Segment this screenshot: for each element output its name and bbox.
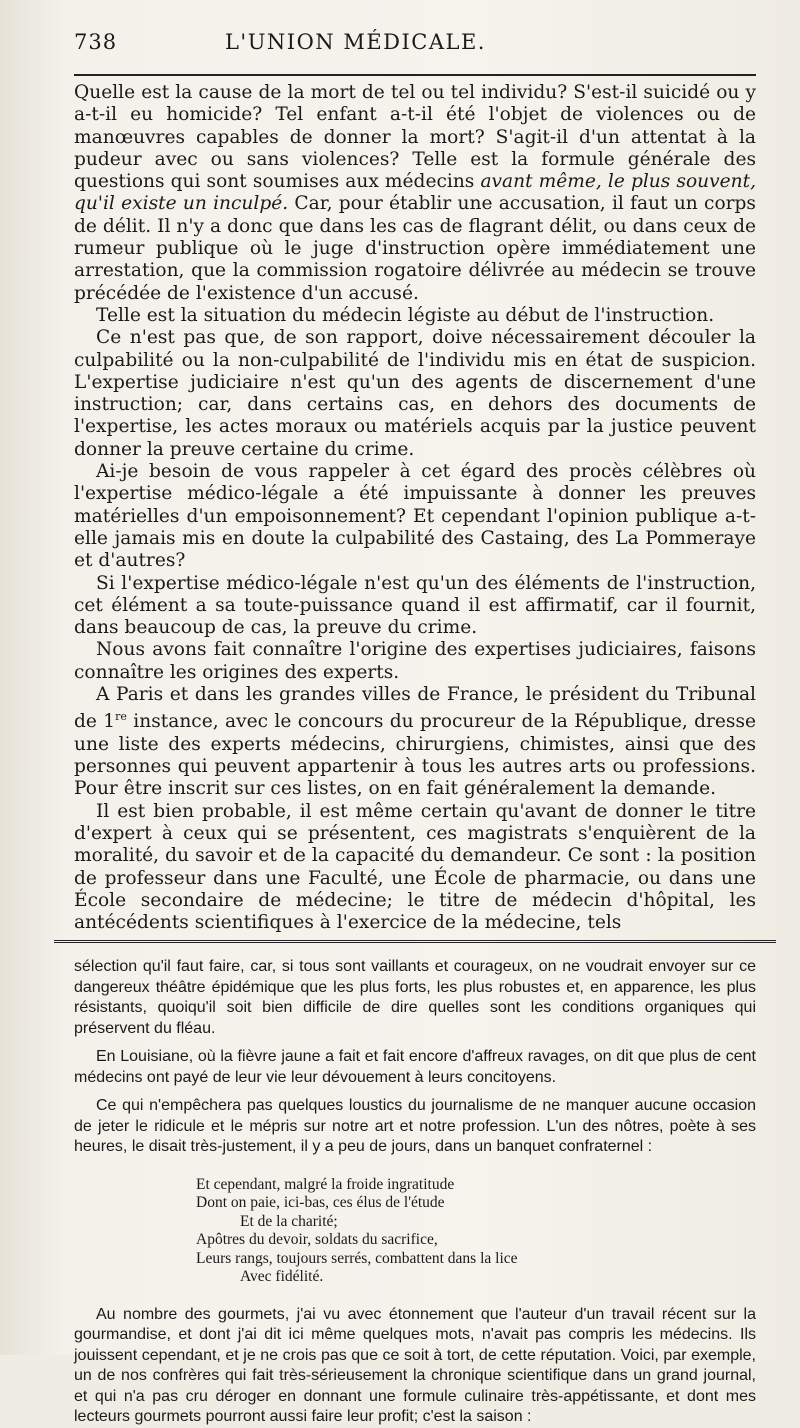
paragraph-text: A Paris et dans les grandes villes de France, le président du Tribunal de 1 <box>74 684 756 733</box>
paragraph-text: Quelle est la cause de la mort de tel ou tel individu? S'est-il suicidé ou y a-t-il eu homicide? Tel enfant a-t-il été l'objet de violences ou de manœuvres capables de donner la mort? S'agit-il d'un attentat à la pudeur avec ou sans violences? Telle est la formule générale des questions qui sont soumises aux médecins <box>74 82 756 193</box>
page-number: 738 <box>74 30 118 54</box>
poem-line: Apôtres du devoir, soldats du sacrifice, <box>196 1231 438 1249</box>
note-paragraph: En Louisiane, où la fièvre jaune a fait et fait encore d'affreux ravages, on dit que plus de cent médecins ont payé de leur vie leur dévouement à leurs concitoyens. <box>74 1048 756 1086</box>
paragraph: Ce n'est pas que, de son rapport, doive nécessairement découler la culpabilité ou la non-culpabilité de l'individu mis en état de suspicion. L'expertise judiciaire n'est qu'un des agents de discernement d'une instruction; car, dans certains cas, en dehors des documents de l'expertise, les actes moraux ou matériels acquis par la justice peuvent donner la preuve certaine du crime. <box>74 327 756 460</box>
paragraph <box>74 684 756 801</box>
poem-line: Et cependant, malgré la froide ingratitude <box>196 1175 455 1193</box>
paragraph: Telle est la situation du médecin légiste au début de l'instruction. <box>96 304 715 326</box>
poem-line: Dont on paie, ici-bas, ces élus de l'étude <box>196 1194 445 1212</box>
paragraph: Nous avons fait connaître l'origine des expertises judiciaires, faisons connaître les origines des experts. <box>74 639 756 683</box>
paragraph: Ai-je besoin de vous rappeler à cet égard des procès célèbres où l'expertise médico-légale a été impuissante à donner les preuves matérielles d'un empoisonnement? Et cependant l'opinion publique a-t-elle jamais mis en doute la culpabilité des Castaing, des La Pommeraye et d'autres? <box>74 461 756 572</box>
paragraph <box>74 82 756 305</box>
note-paragraph: sélection qu'il faut faire, car, si tous sont vaillants et courageux, on ne voudrait envoyer sur ce dangereux théâtre épidémique que les plus forts, les plus robustes et, en apparence, les plus résistants, quoiqu'il soit bien difficile de dire quelles sont les conditions organiques qui préservent du fléau. <box>74 958 756 1037</box>
superscript: re <box>115 710 127 724</box>
poem-line: Et de la charité; <box>240 1212 338 1230</box>
page-header <box>74 30 756 66</box>
section-separator <box>54 940 776 943</box>
poem-line: Avec fidélité. <box>240 1268 324 1286</box>
paragraph: Si l'expertise médico-légale n'est qu'un des éléments de l'instruction, cet élément a sa toute-puissance quand il est affirmatif, car il fournit, dans beaucoup de cas, la preuve du crime. <box>74 572 756 639</box>
note-paragraph: Ce qui n'empêchera pas quelques loustics du journalisme de ne manquer aucune occasion de jeter le ridicule et le mépris sur notre art et notre profession. L'un des nôtres, poète à ses heures, le disait très-justement, il y a peu de jours, dans un banquet confraternel : <box>74 1097 756 1156</box>
header-rule <box>74 74 756 76</box>
poem-line: Leurs rangs, toujours serrés, combattent dans la lice <box>196 1249 518 1267</box>
journal-title: L'UNION MÉDICALE. <box>224 30 486 54</box>
paragraph: Il est bien probable, il est même certain qu'avant de donner le titre d'expert à ceux qui se présentent, ces magistrats s'enquièrent de la moralité, du savoir et de la capacité du demandeur. Ce sont : la position de professeur dans une Faculté, une École de pharmacie, ou dans une École secondaire de médecine; le titre de médecin d'hôpital, les antécédents scientifiques à l'exercice de la médecine, tels <box>74 800 756 934</box>
note-paragraph: Au nombre des gourmets, j'ai vu avec étonnement que l'auteur d'un travail récent sur la gourmandise, et dont j'ai dit ici même quelques mots, n'avait pas compris les médecins. Ils jouissent cependant, et je ne crois pas que ce soit à tort, de cette réputation. Voici, par exemple, un de nos confrères qui fait très-sérieusement la chronique scientifique dans un grand journal, et qui n'a pas cru déroger en donnant une formule culinaire très-appétissante, et dont mes lecteurs gourmets pourront aussi faire leur profit; c'est la saison : <box>74 1305 756 1426</box>
poem <box>196 1176 756 1287</box>
italic-phrase: avant même, le plus souvent, qu'il existe un inculpé. <box>74 171 756 215</box>
main-article-text <box>74 82 756 934</box>
feuilleton-text <box>74 957 756 1428</box>
paragraph-text: Car, pour établir une accusation, il faut un corps de délit. Il n'y a donc que dans les cas de flagrant délit, ou dans ceux de rumeur publique où le juge d'instruction opère immédiatement une arrestation, que la commission rogatoire délivrée au médecin se trouve précédée de l'existence d'un accusé. <box>74 193 756 304</box>
paragraph-text: instance, avec le concours du procureur de la République, dresse une liste des experts médecins, chirurgiens, chimistes, ainsi que des personnes qui peuvent appartenir à tous les autres arts ou professions. Pour être inscrit sur ces listes, on en fait généralement la demande. <box>74 711 757 800</box>
